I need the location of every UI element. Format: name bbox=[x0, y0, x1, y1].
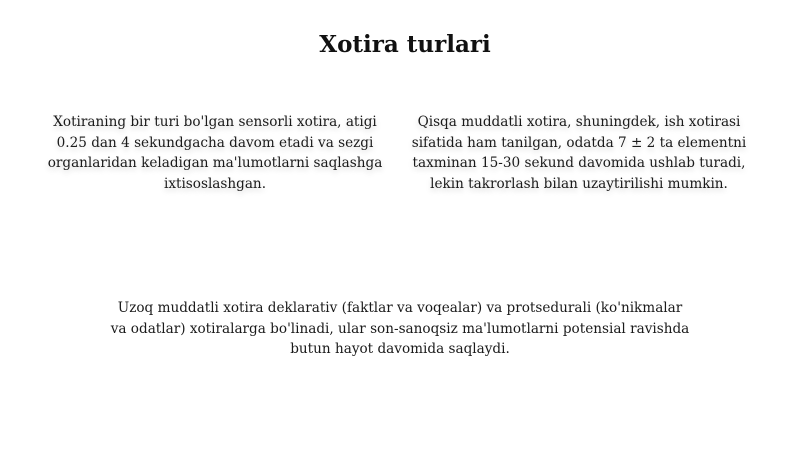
long-term-memory-paragraph: Uzoq muddatli xotira deklarativ (faktlar va voqealar) va protsedurali (ko'nikmalar va odatlar) xotiralarga bo'linadi, ular son-sanoqsiz ma'lumotlarni potensial ravishda butun hayot davomida saqlaydi. bbox=[110, 300, 690, 357]
slide-title: Xotira turlari bbox=[319, 31, 491, 58]
short-term-memory-paragraph: Qisqa muddatli xotira, shuningdek, ish xotirasi sifatida ham tanilgan, odatda 7 ± 2 ta elementni taxminan 15-30 sekund davomida ushlab turadi, lekin takrorlash bilan uzaytirilishi mumkin. bbox=[411, 114, 747, 192]
sensory-memory-paragraph: Xotiraning bir turi bo'lgan sensorli xotira, atigi 0.25 dan 4 sekundgacha davom etadi va sezgi organlaridan keladigan ma'lumotlarni saqlashga ixtisoslashgan. bbox=[47, 114, 383, 192]
